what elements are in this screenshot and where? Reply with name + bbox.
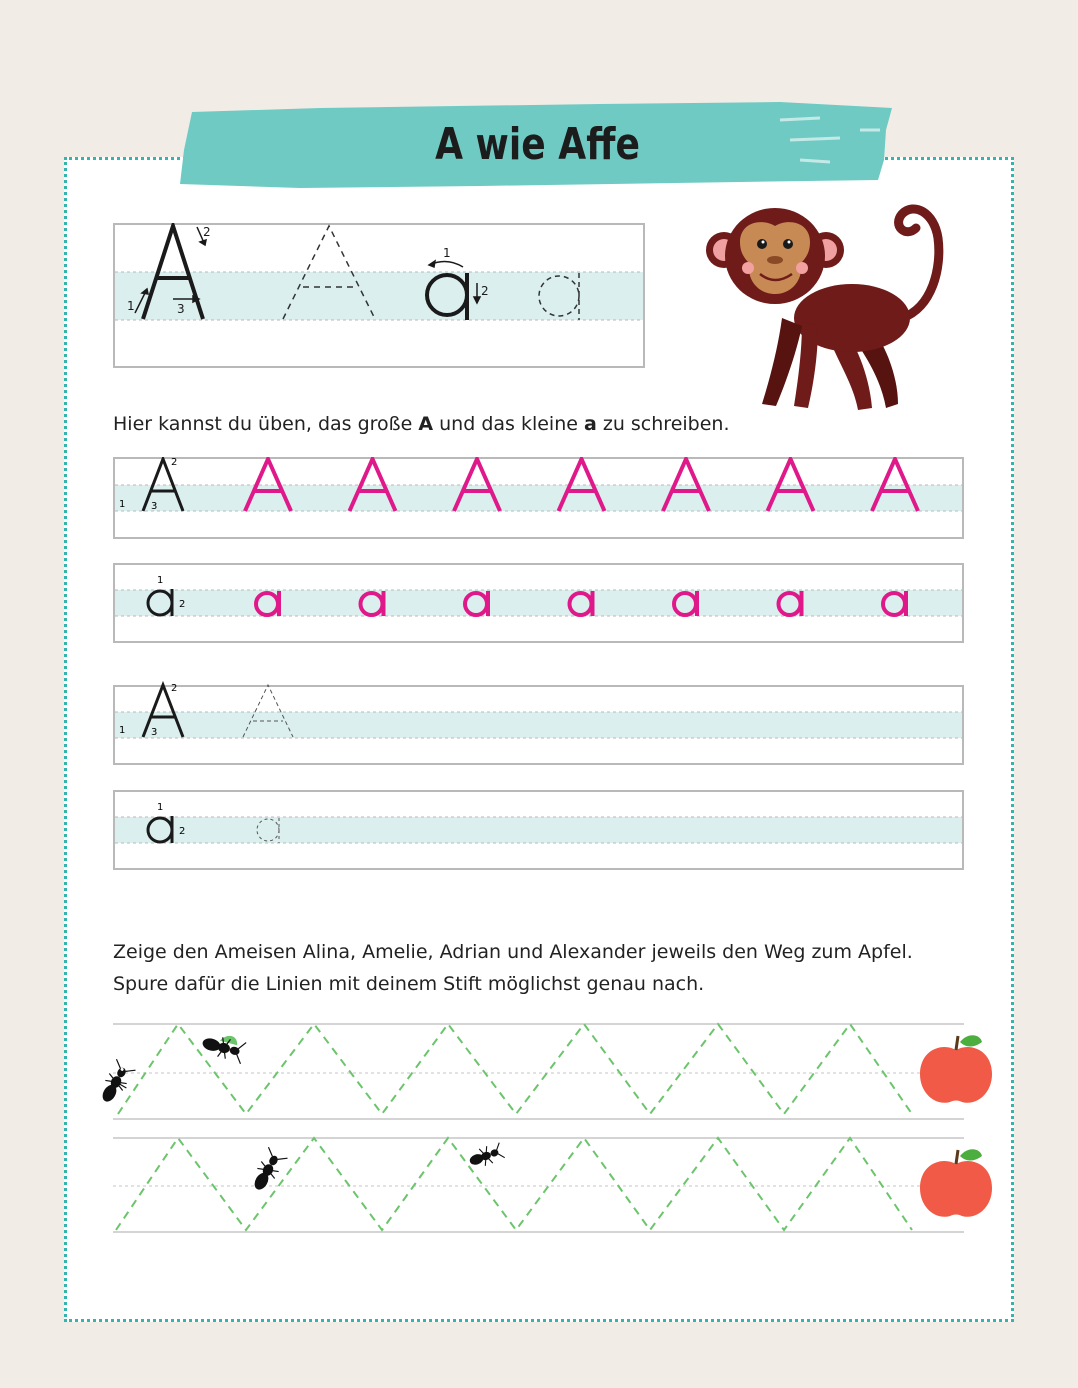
stroke-number: 2	[171, 457, 178, 468]
instruction-text: Hier kannst du üben, das große A und das kleine a zu schreiben.	[113, 413, 730, 435]
stroke-number: 3	[151, 501, 158, 512]
ant-icon	[467, 1142, 505, 1171]
ant-icon	[200, 1029, 247, 1064]
practice-rows	[113, 457, 965, 872]
demo-letter-box	[113, 223, 645, 368]
stroke-number: 2	[171, 683, 178, 694]
apple-icon	[920, 1149, 992, 1217]
stroke-number: 1	[119, 499, 126, 510]
stroke-number: 1	[119, 725, 126, 736]
apple-icon	[920, 1035, 992, 1103]
stroke-number: 2	[179, 599, 186, 610]
stroke-number: 1	[157, 802, 164, 813]
practice-row-uppercase	[114, 457, 963, 538]
stroke-number: 2	[481, 284, 489, 298]
practice-row-lowercase-empty	[114, 791, 963, 869]
ant-icon	[96, 1059, 136, 1107]
monkey-illustration	[702, 198, 964, 414]
page-title: A wie Affe	[435, 118, 640, 170]
stroke-number: 1	[157, 575, 164, 586]
ants-instruction-line2: Spure dafür die Linien mit deinem Stift möglichst genau nach.	[113, 973, 705, 995]
practice-row-lowercase	[114, 564, 963, 642]
zigzag-path-1[interactable]	[118, 1024, 912, 1114]
stroke-number: 2	[203, 225, 211, 239]
ants-tracing-area	[96, 1018, 996, 1238]
zigzag-path-2[interactable]	[116, 1138, 912, 1230]
stroke-number: 1	[443, 246, 451, 260]
title-banner	[180, 100, 895, 188]
stroke-number: 3	[177, 302, 185, 316]
ant-icon	[247, 1147, 287, 1194]
stroke-number: 2	[179, 826, 186, 837]
stroke-number: 3	[151, 727, 158, 738]
stroke-number: 1	[127, 299, 135, 313]
practice-row-uppercase-empty	[114, 683, 963, 764]
ants-instruction-line1: Zeige den Ameisen Alina, Amelie, Adrian und Alexander jeweils den Weg zum Apfel.	[113, 941, 913, 963]
